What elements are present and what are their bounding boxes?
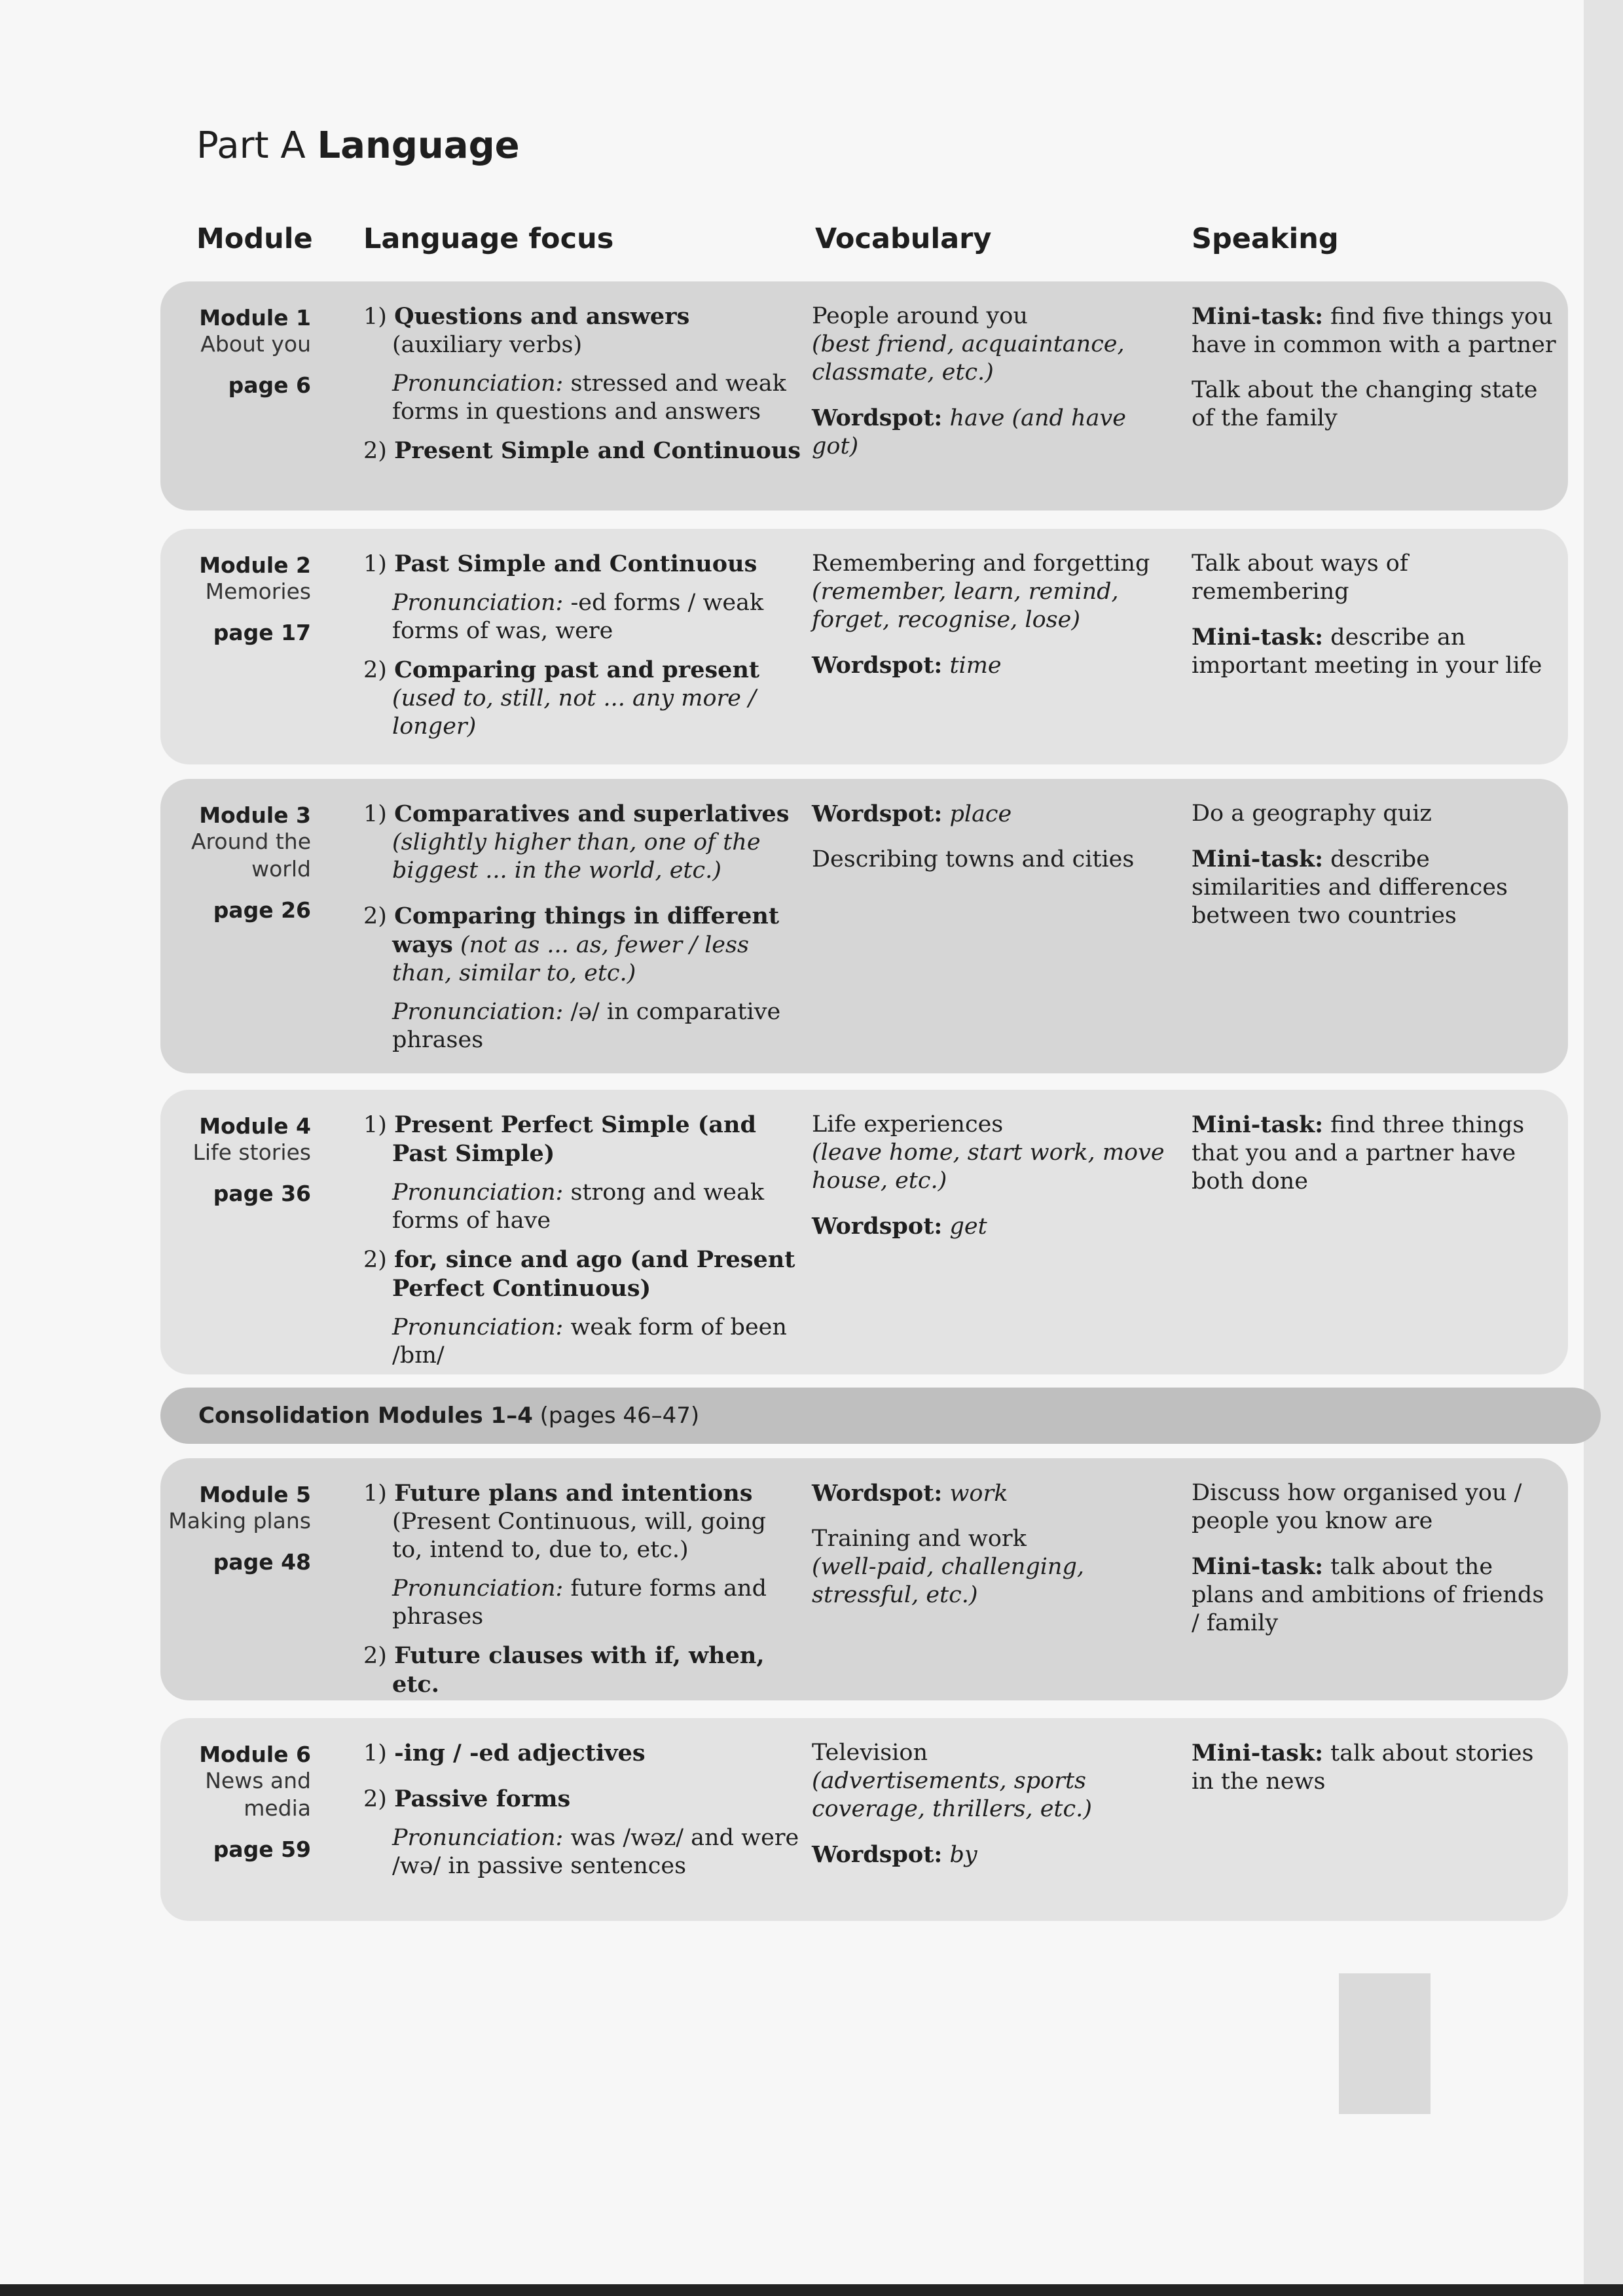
vocabulary-cell: Life experiences (leave home, start work, move house, etc.) Wordspot: get <box>812 1111 1165 1240</box>
mini-task-label: Mini-task: <box>1192 846 1324 872</box>
module-row <box>160 281 1568 511</box>
grammar-topic: Comparatives and superlatives <box>394 800 790 827</box>
speaking-cell: Discuss how organised you / people you know are Mini-task: talk about the plans and ambitions of friends / family <box>1192 1480 1544 1636</box>
wordspot-label: Wordspot: <box>812 1480 943 1507</box>
module-row <box>160 1458 1568 1700</box>
pronunciation-label: Pronunciation: <box>392 1825 564 1851</box>
grammar-topic: Passive forms <box>394 1785 571 1812</box>
pronunciation-label: Pronunciation: <box>392 1314 564 1340</box>
scan-edge <box>0 2284 1623 2296</box>
module-name: Memories <box>205 579 311 604</box>
wordspot-label: Wordspot: <box>812 1213 943 1240</box>
vocabulary-cell: Wordspot: work Training and work (well-paid, challenging, stressful, etc.) <box>812 1480 1084 1608</box>
module-name: News and media <box>205 1768 311 1821</box>
module-info <box>160 1113 311 1206</box>
module-name: Life stories <box>192 1139 311 1165</box>
vocabulary-cell: People around you (best friend, acquaintance, classmate, etc.) Wordspot: have (and have got) <box>812 303 1126 459</box>
vocabulary-cell: Remembering and forgetting (remember, learn, remind, forget, recognise, lose) Wordspot: time <box>812 550 1150 679</box>
module-page: page 6 <box>228 372 311 398</box>
mini-task-label: Mini-task: <box>1192 1740 1324 1767</box>
page-title <box>196 124 520 167</box>
consolidation-pages: (pages 46–47) <box>539 1403 700 1429</box>
consolidation-banner <box>160 1388 1601 1444</box>
language-focus-cell: 1) -ing / -ed adjectives 2) Passive forms Pronunciation: was /wəz/ and were /wə/ in passive sentences <box>363 1740 799 1879</box>
grammar-topic: for, since and ago (and Present Perfect Continuous) <box>392 1246 795 1302</box>
module-page: page 17 <box>213 620 311 645</box>
mini-task-label: Mini-task: <box>1192 624 1324 651</box>
pronunciation-label: Pronunciation: <box>392 590 564 616</box>
module-info <box>160 1742 311 1862</box>
module-info <box>160 305 311 398</box>
wordspot-label: Wordspot: <box>812 800 943 827</box>
language-focus-cell: 1) Past Simple and Continuous Pronunciation: -ed forms / weak forms of was, were 2) Comparing past and present (used to, still, not ... any more / longer) <box>363 550 764 740</box>
module-info <box>160 802 311 923</box>
module-row <box>160 1090 1568 1374</box>
column-header-vocabulary: Vocabulary <box>815 223 992 255</box>
grammar-topic: Questions and answers <box>394 303 690 330</box>
module-page: page 59 <box>213 1837 311 1862</box>
grammar-topic: Comparing things in different ways <box>392 903 780 958</box>
wordspot-label: Wordspot: <box>812 1841 943 1868</box>
module-name: Making plans <box>168 1508 311 1534</box>
module-row <box>160 529 1568 764</box>
pronunciation-label: Pronunciation: <box>392 999 564 1025</box>
module-name: About you <box>200 331 311 357</box>
module-row <box>160 1718 1568 1921</box>
part-label: Part A <box>196 124 306 167</box>
language-focus-cell: 1) Comparatives and superlatives (slightly higher than, one of the biggest ... in the world, etc.) 2) Comparing things in different ways (not as ... as, fewer / less than, similar to, etc.) Pronunciation: /ə/ in comparative phrases <box>363 800 790 1053</box>
module-number: Module 4 <box>199 1113 311 1139</box>
vocabulary-cell: Television (advertisements, sports coverage, thrillers, etc.) Wordspot: by <box>812 1740 1092 1868</box>
module-page: page 48 <box>213 1549 311 1575</box>
wordspot-label: Wordspot: <box>812 404 943 431</box>
module-row <box>160 779 1568 1073</box>
pronunciation-label: Pronunciation: <box>392 1575 564 1602</box>
speaking-cell: Talk about ways of remembering Mini-task: describe an important meeting in your life <box>1192 550 1542 679</box>
language-focus-cell: 1) Future plans and intentions (Present Continuous, will, going to, intend to, due to, etc.) Pronunciation: future forms and phrases 2) Future clauses with if, when, etc. <box>363 1480 767 1698</box>
module-number: Module 5 <box>199 1482 311 1507</box>
speaking-cell: Mini-task: find five things you have in common with a partner Talk about the changing state of the family <box>1192 303 1556 431</box>
grammar-topic: Present Simple and Continuous <box>394 437 801 464</box>
module-number: Module 1 <box>199 305 311 331</box>
grammar-topic: Past Simple and Continuous <box>394 550 757 577</box>
page-edge-shadow <box>1584 0 1623 2296</box>
publisher-logo <box>1339 1973 1431 2114</box>
speaking-cell: Mini-task: find three things that you and a partner have both done <box>1192 1111 1525 1194</box>
wordspot-label: Wordspot: <box>812 652 943 679</box>
module-page: page 26 <box>213 897 311 923</box>
consolidation-title: Consolidation Modules 1–4 <box>198 1403 533 1429</box>
grammar-topic: Present Perfect Simple (and Past Simple) <box>392 1111 756 1167</box>
grammar-topic: Comparing past and present <box>394 656 760 683</box>
grammar-topic: -ing / -ed adjectives <box>394 1740 646 1767</box>
part-title-bold: Language <box>317 124 520 167</box>
language-focus-cell: 1) Present Perfect Simple (and Past Simple) Pronunciation: strong and weak forms of have 2) for, since and ago (and Present Perfect Continuous) Pronunciation: weak form of been /bɪn/ <box>363 1111 795 1369</box>
grammar-topic: Future clauses with if, when, etc. <box>392 1642 765 1698</box>
grammar-topic: Future plans and intentions <box>394 1480 753 1507</box>
speaking-cell: Mini-task: talk about stories in the news <box>1192 1740 1534 1795</box>
pronunciation-label: Pronunciation: <box>392 370 564 397</box>
column-header-language-focus: Language focus <box>363 223 614 255</box>
mini-task-label: Mini-task: <box>1192 1111 1324 1138</box>
column-header-module: Module <box>196 223 313 255</box>
column-header-speaking: Speaking <box>1192 223 1339 255</box>
mini-task-label: Mini-task: <box>1192 1553 1324 1580</box>
vocabulary-cell: Wordspot: place Describing towns and cities <box>812 800 1135 872</box>
module-number: Module 2 <box>199 552 311 578</box>
mini-task-label: Mini-task: <box>1192 303 1324 330</box>
language-focus-cell: 1) Questions and answers (auxiliary verbs) Pronunciation: stressed and weak forms in questions and answers 2) Present Simple and Continuous <box>363 303 801 464</box>
speaking-cell: Do a geography quiz Mini-task: describe similarities and differences between two countries <box>1192 800 1508 929</box>
module-number: Module 6 <box>199 1742 311 1767</box>
module-page: page 36 <box>213 1181 311 1206</box>
module-number: Module 3 <box>199 802 311 828</box>
module-info <box>160 1482 311 1575</box>
module-info <box>160 552 311 645</box>
pronunciation-label: Pronunciation: <box>392 1179 564 1206</box>
module-name: Around the world <box>191 829 311 882</box>
